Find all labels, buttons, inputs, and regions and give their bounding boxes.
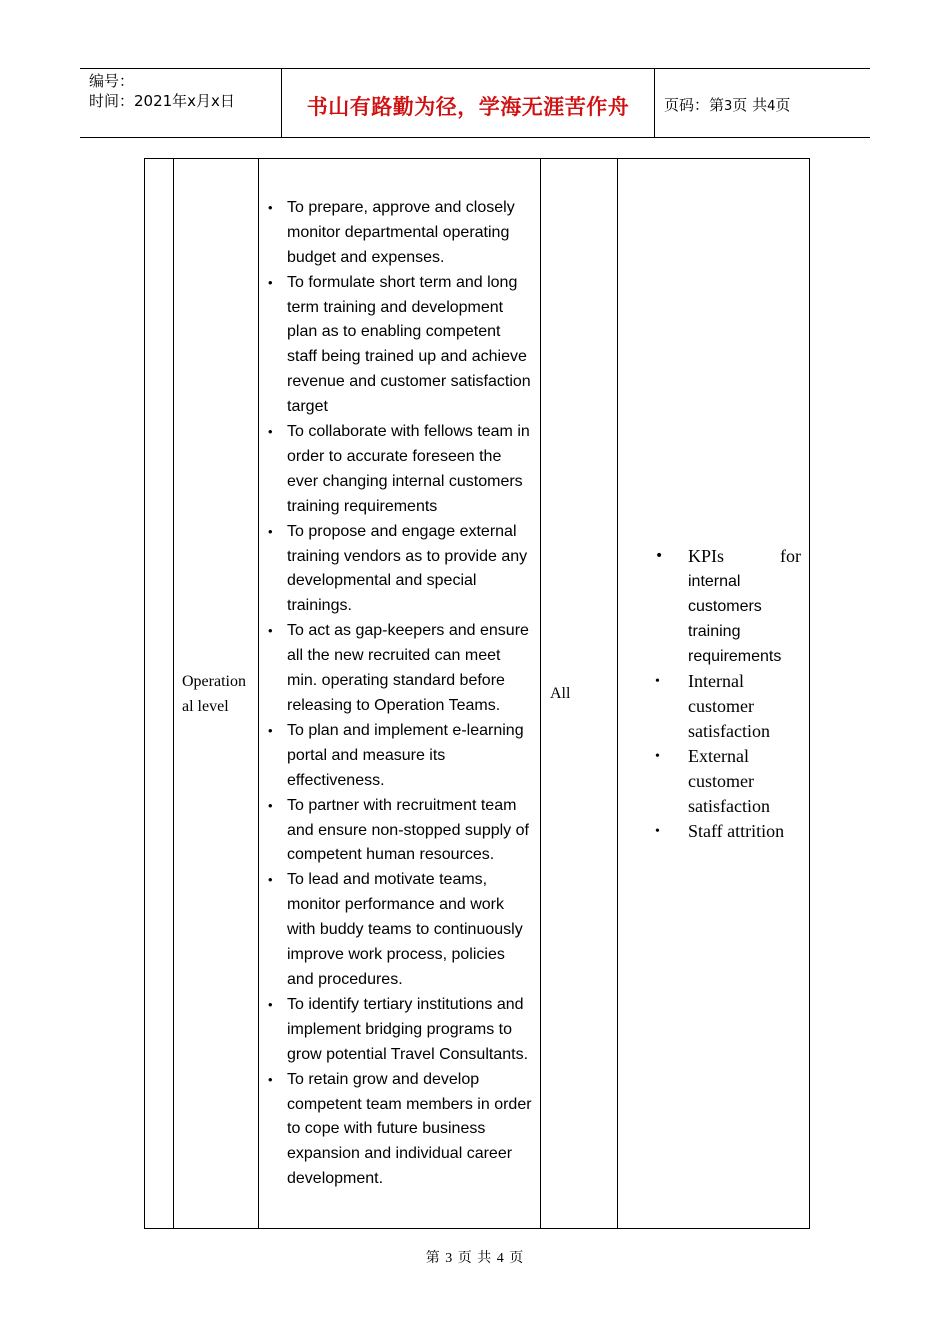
header-meta (89, 71, 235, 111)
level-line-1: Operation (182, 672, 246, 690)
level-cell (174, 159, 259, 1229)
table-row (145, 159, 810, 1229)
kpi-word: • KPIs (688, 545, 725, 566)
kpi-word: for (780, 545, 801, 566)
duties-list (259, 195, 540, 1192)
scope-value: All (550, 684, 571, 702)
kpi-cell (618, 159, 810, 1229)
page-current: 3 (724, 99, 733, 114)
serial-label: 编号： (89, 72, 135, 90)
kpi-item: • Internal customer satisfaction (618, 669, 801, 744)
page-footer: 第 3 页 共 4 页 (425, 1251, 525, 1266)
empty-cell (145, 159, 174, 1229)
duty-item: • To prepare, approve and closely monitor departmental operating budget and expenses. (259, 196, 534, 271)
kpi-first-line (688, 544, 801, 569)
duty-item: • To collaborate with fellows team in order to accurate foreseen the ever changing internal customers training requirements (259, 420, 534, 520)
duty-item: • To act as gap-keepers and ensure all the new recruited can meet min. operating standard before releasing to Operation Teams. (259, 619, 534, 719)
duty-item: • To retain grow and develop competent team members in order to cope with future business expansion and individual career development. (259, 1068, 534, 1193)
time-label: 时间：2021年x月x日 (89, 92, 235, 110)
page-suffix: 页 (775, 96, 791, 114)
level-line-2: al level (182, 697, 229, 715)
duty-item: • To lead and motivate teams, monitor performance and work with buddy teams to continuously improve work process, policies and procedures. (259, 868, 534, 993)
kpi-item (618, 544, 801, 669)
header-motto: 书山有路勤为径，学海无涯苦作舟 (306, 95, 630, 119)
kpi-rest: internal customers training requirements (688, 572, 782, 665)
header-divider (654, 69, 655, 137)
page-prefix: 页码：第 (664, 96, 725, 114)
kpi-item: • External customer satisfaction (618, 744, 801, 819)
duty-item: • To partner with recruitment team and ensure non-stopped supply of competent human resources. (259, 794, 534, 869)
kpi-list (618, 544, 809, 844)
duty-item: • To propose and engage external training vendors as to provide any developmental and special trainings. (259, 520, 534, 620)
duties-cell (259, 159, 541, 1229)
page-header (80, 68, 870, 138)
scope-cell (541, 159, 618, 1229)
kpi-item: • Staff attrition (618, 819, 801, 844)
duty-item: • To plan and implement e-learning portal and measure its effectiveness. (259, 719, 534, 794)
duty-item: • To identify tertiary institutions and implement bridging programs to grow potential Travel Consultants. (259, 993, 534, 1068)
header-page-number (664, 94, 790, 115)
responsibility-table (144, 158, 810, 1229)
page-total: 4 (767, 99, 776, 114)
page-mid: 页 共 (732, 96, 768, 114)
duty-item: • To formulate short term and long term training and development plan as to enabling competent staff being trained up and achieve revenue and customer satisfaction target (259, 271, 534, 420)
